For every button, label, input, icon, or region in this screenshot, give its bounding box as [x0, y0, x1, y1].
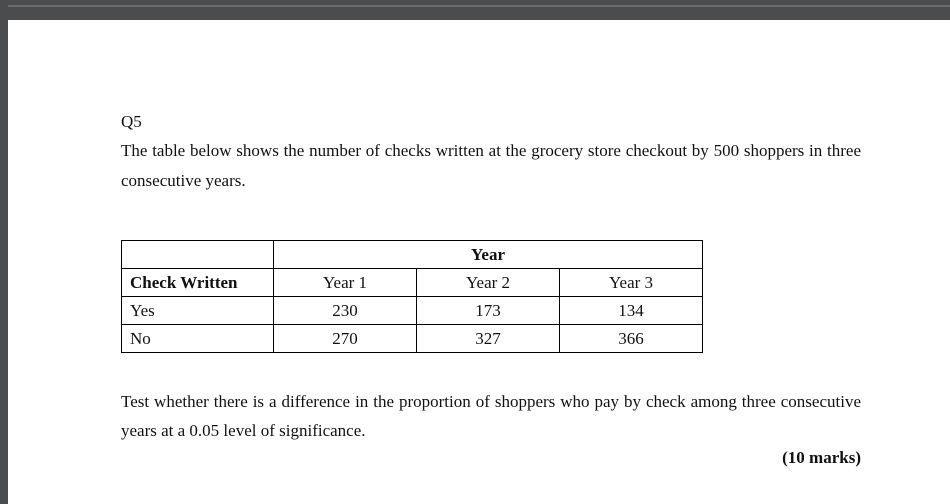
table-cell: 230: [274, 297, 417, 325]
table-cell: 270: [274, 325, 417, 353]
question-block: [121, 110, 861, 467]
table-header-row: [122, 269, 703, 297]
row-header-check-written: Check Written: [122, 269, 274, 297]
column-header-year-3: Year 3: [560, 269, 703, 297]
table-corner-cell: [122, 241, 274, 269]
table-cell: 327: [417, 325, 560, 353]
row-label-no: No: [122, 325, 274, 353]
marks-label: (10 marks): [782, 448, 861, 467]
window-top-bar-line: [8, 5, 950, 7]
table-row: [122, 325, 703, 353]
check-data-table: [121, 240, 703, 353]
table-row: [122, 297, 703, 325]
window-left-border: [0, 0, 8, 504]
column-header-year-1: Year 1: [274, 269, 417, 297]
year-group-header: Year: [274, 241, 703, 269]
window-top-bar: [0, 0, 950, 20]
table-cell: 173: [417, 297, 560, 325]
table-group-header-row: [122, 241, 703, 269]
row-label-yes: Yes: [122, 297, 274, 325]
column-header-year-2: Year 2: [417, 269, 560, 297]
table-cell: 134: [560, 297, 703, 325]
document-page: [8, 20, 950, 504]
question-task: Test whether there is a difference in the proportion of shoppers who pay by check among three consecutive years at a 0.05 level of significance.: [121, 392, 861, 440]
question-number: Q5: [121, 112, 142, 131]
question-intro: The table below shows the number of checks written at the grocery store checkout by 500 shoppers in three consecutive years.: [121, 141, 861, 190]
table-cell: 366: [560, 325, 703, 353]
